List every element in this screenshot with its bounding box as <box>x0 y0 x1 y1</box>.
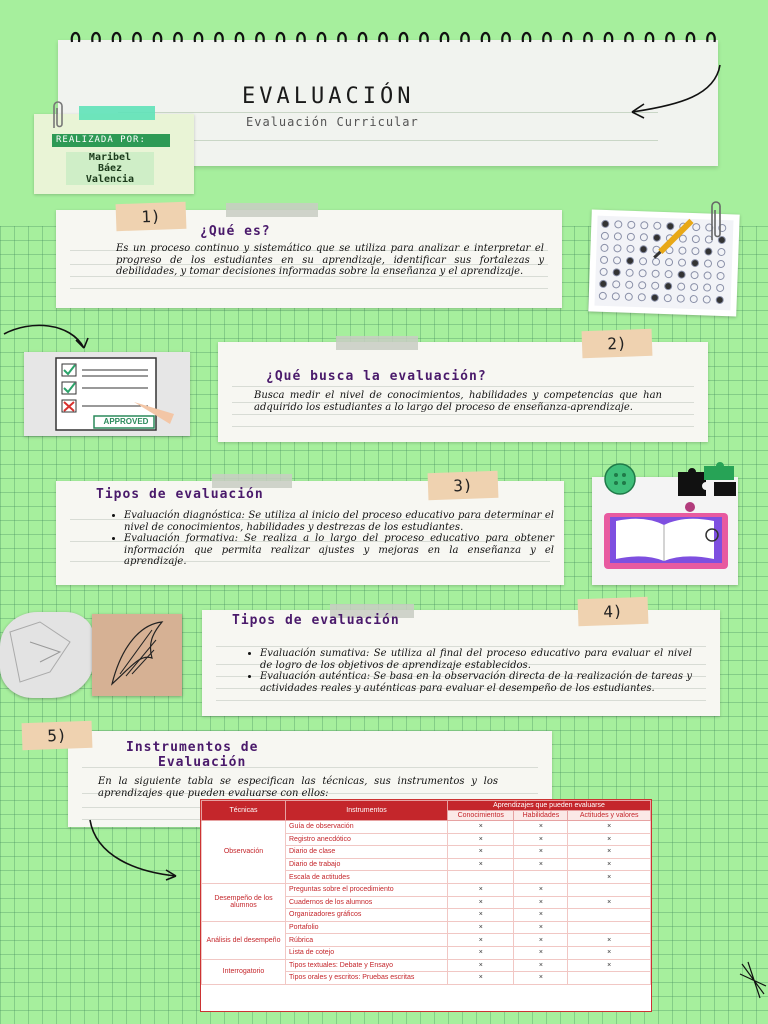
spiral-loop <box>584 33 591 42</box>
spiral-loop <box>400 33 407 42</box>
tape-strip <box>226 203 318 217</box>
author-label: REALIZADA POR: <box>52 134 170 147</box>
header-tecnicas: Técnicas <box>202 801 286 821</box>
mark-cell <box>448 871 514 884</box>
spiral-loop <box>707 33 714 42</box>
spiral-loop <box>543 33 550 42</box>
mark-cell <box>568 972 651 985</box>
spiral-loop <box>277 33 284 42</box>
spiral-loop <box>92 33 99 42</box>
mark-cell: × <box>514 821 568 834</box>
instrument-cell: Portafolio <box>286 921 448 934</box>
header-conocimientos: Conocimientos <box>448 811 514 821</box>
mark-cell: × <box>448 921 514 934</box>
section-3-list <box>108 510 554 568</box>
header-habilidades: Habilidades <box>514 811 568 821</box>
section-1-text: Es un proceso continuo y sistemático que se utiliza para analizar e interpretar el progreso de los estudiantes en su aprendizaje, identificar sus fortalezas y debilidades, y tomar decisiones informadas sobre la enseñanza y el aprendizaje. <box>116 243 544 277</box>
spiral-loop <box>564 33 571 42</box>
mark-cell <box>568 883 651 896</box>
mark-cell: × <box>514 909 568 922</box>
answer-bubble <box>716 296 723 303</box>
spiral-loop <box>625 33 632 42</box>
instrument-cell: Preguntas sobre el procedimiento <box>286 883 448 896</box>
author-name-line-3: Valencia <box>66 174 154 185</box>
answer-bubble <box>653 234 660 241</box>
mark-cell <box>568 921 651 934</box>
instrument-cell: Guía de observación <box>286 821 448 834</box>
mark-cell: × <box>514 946 568 959</box>
tape-strip <box>336 336 418 350</box>
answer-bubble <box>678 271 685 278</box>
answer-bubble <box>691 259 698 266</box>
answer-bubble <box>640 246 647 253</box>
curved-arrow-icon <box>620 60 730 120</box>
button-icon <box>603 462 637 496</box>
spiral-loop <box>359 33 366 42</box>
section-5-title-line-1: Instrumentos de <box>126 740 259 755</box>
author-name-line-2: Báez <box>66 163 154 174</box>
answer-bubble <box>665 283 672 290</box>
paperclip-icon <box>706 198 726 244</box>
section-1-number: 1) <box>116 202 187 231</box>
instruments-table <box>200 799 652 1012</box>
section-5-title-line-2: Evaluación <box>158 755 247 770</box>
instrument-cell: Lista de cotejo <box>286 946 448 959</box>
instrument-cell: Diario de clase <box>286 846 448 859</box>
table-row <box>202 821 651 834</box>
paperclip-icon <box>48 98 68 132</box>
instrument-cell: Escala de actitudes <box>286 871 448 884</box>
table-row <box>202 959 651 972</box>
instrument-cell: Rúbrica <box>286 934 448 947</box>
mark-cell: × <box>448 883 514 896</box>
author-name-line-1: Maribel <box>66 152 154 163</box>
spiral-loop <box>687 33 694 42</box>
mark-cell: × <box>568 959 651 972</box>
curved-arrow-icon <box>86 816 186 882</box>
list-item: • Evaluación sumativa: Se utiliza al final del proceso educativo para evaluar el nivel de logro de los objetivos de aprendizaje establecidos. <box>260 648 692 671</box>
wings-image <box>92 614 182 696</box>
tape-strip <box>212 474 292 488</box>
mark-cell: × <box>514 858 568 871</box>
mark-cell: × <box>514 972 568 985</box>
mark-cell: × <box>514 934 568 947</box>
spiral-loop <box>502 33 509 42</box>
mark-cell: × <box>448 833 514 846</box>
approved-stamp: APPROVED <box>103 417 149 426</box>
page-title: EVALUACIÓN <box>242 84 415 109</box>
mark-cell: × <box>514 896 568 909</box>
list-item: • Evaluación formativa: Se realiza a lo largo del proceso educativo para obtener información que permita realizar ajustes y mejoras en la enseñanza y el aprendizaje. <box>124 533 554 568</box>
answer-bubble <box>667 223 674 230</box>
instrument-cell: Cuadernos de los alumnos <box>286 896 448 909</box>
spiral-loop <box>236 33 243 42</box>
mark-cell: × <box>514 921 568 934</box>
mark-cell: × <box>514 846 568 859</box>
mark-cell: × <box>568 833 651 846</box>
section-5-number: 5) <box>22 721 93 750</box>
instrument-cell: Diario de trabajo <box>286 858 448 871</box>
technique-cell: Análisis del desempeño <box>202 921 286 959</box>
mark-cell: × <box>568 896 651 909</box>
technique-cell: Observación <box>202 821 286 884</box>
instrument-cell: Tipos orales y escritos: Pruebas escritas <box>286 972 448 985</box>
page-subtitle: Evaluación Curricular <box>246 115 419 129</box>
section-4-number: 4) <box>578 597 649 626</box>
answer-bubble <box>705 248 712 255</box>
spiral-loop <box>133 33 140 42</box>
section-4-title: Tipos de evaluación <box>232 613 400 628</box>
mark-cell: × <box>448 946 514 959</box>
spiral-loop <box>666 33 673 42</box>
spiral-loop <box>379 33 386 42</box>
answer-bubble <box>600 280 607 287</box>
mark-cell: × <box>568 946 651 959</box>
mark-cell: × <box>448 846 514 859</box>
header-actitudes: Actitudes y valores <box>568 811 651 821</box>
spiral-loop <box>215 33 222 42</box>
spiral-loop <box>420 33 427 42</box>
mark-cell: × <box>448 934 514 947</box>
technique-cell: Interrogatorio <box>202 959 286 984</box>
crumpled-paper-image <box>0 612 94 698</box>
mark-cell: × <box>448 858 514 871</box>
section-1-title: ¿Qué es? <box>200 224 271 239</box>
mark-cell: × <box>568 846 651 859</box>
mark-cell: × <box>514 959 568 972</box>
mark-cell <box>568 909 651 922</box>
mark-cell: × <box>568 858 651 871</box>
section-5-text: En la siguiente tabla se especifican las técnicas, sus instrumentos y los aprendizajes que pueden evaluarse con ellos: <box>98 776 498 799</box>
list-item: • Evaluación diagnóstica: Se utiliza al inicio del proceso educativo para determinar el nivel de conocimientos, habilidades y destrezas de los estudiantes. <box>124 510 554 533</box>
header-instrumentos: Instrumentos <box>286 801 448 821</box>
mark-cell: × <box>568 934 651 947</box>
answer-bubble <box>613 269 620 276</box>
technique-cell: Desempeño de los alumnos <box>202 883 286 921</box>
spiral-loop <box>154 33 161 42</box>
mark-cell: × <box>568 821 651 834</box>
mark-cell <box>514 871 568 884</box>
spiral-loop <box>523 33 530 42</box>
spiral-loop <box>646 33 653 42</box>
mark-cell: × <box>448 896 514 909</box>
instrument-cell: Organizadores gráficos <box>286 909 448 922</box>
table-row <box>202 883 651 896</box>
mark-cell: × <box>568 871 651 884</box>
instrument-cell: Registro anecdótico <box>286 833 448 846</box>
spiral-loop <box>441 33 448 42</box>
mark-cell: × <box>514 833 568 846</box>
section-4-list <box>244 648 692 694</box>
spiral-loop <box>461 33 468 42</box>
spiral-loop <box>338 33 345 42</box>
spiral-loop <box>195 33 202 42</box>
answer-bubble <box>651 294 658 301</box>
list-item: • Evaluación auténtica: Se basa en la observación directa de la realización de tareas y actividades reales y auténticas para evaluar el desempeño de los estudiantes. <box>260 671 692 694</box>
answer-bubble <box>602 220 609 227</box>
scribble-icon <box>738 960 768 1000</box>
spiral-loop <box>605 33 612 42</box>
header-aprendizajes: Aprendizajes que pueden evaluarse <box>448 801 651 811</box>
spiral-loop <box>174 33 181 42</box>
mark-cell: × <box>448 821 514 834</box>
spiral-loop <box>256 33 263 42</box>
spiral-loop <box>113 33 120 42</box>
spiral-loop <box>297 33 304 42</box>
spiral-binding <box>64 28 724 46</box>
table-row <box>202 921 651 934</box>
section-2-number: 2) <box>582 329 653 358</box>
section-3-number: 3) <box>428 471 499 500</box>
mark-cell: × <box>514 883 568 896</box>
section-2-text: Busca medir el nivel de conocimientos, habilidades y competencias que han adquirido los estudiantes a lo largo del proceso de enseñanza-aprendizaje. <box>254 390 662 413</box>
mark-cell: × <box>448 959 514 972</box>
mark-cell: × <box>448 909 514 922</box>
spiral-loop <box>72 33 79 42</box>
spiral-loop <box>482 33 489 42</box>
spiral-loop <box>318 33 325 42</box>
section-2-title: ¿Qué busca la evaluación? <box>266 369 487 384</box>
mark-cell: × <box>448 972 514 985</box>
section-3-title: Tipos de evaluación <box>96 487 264 502</box>
author-tape <box>79 106 155 120</box>
answer-bubble <box>626 257 633 264</box>
checklist-image <box>24 352 190 436</box>
instrument-cell: Tipos textuales: Debate y Ensayo <box>286 959 448 972</box>
puzzle-icon <box>674 462 740 498</box>
